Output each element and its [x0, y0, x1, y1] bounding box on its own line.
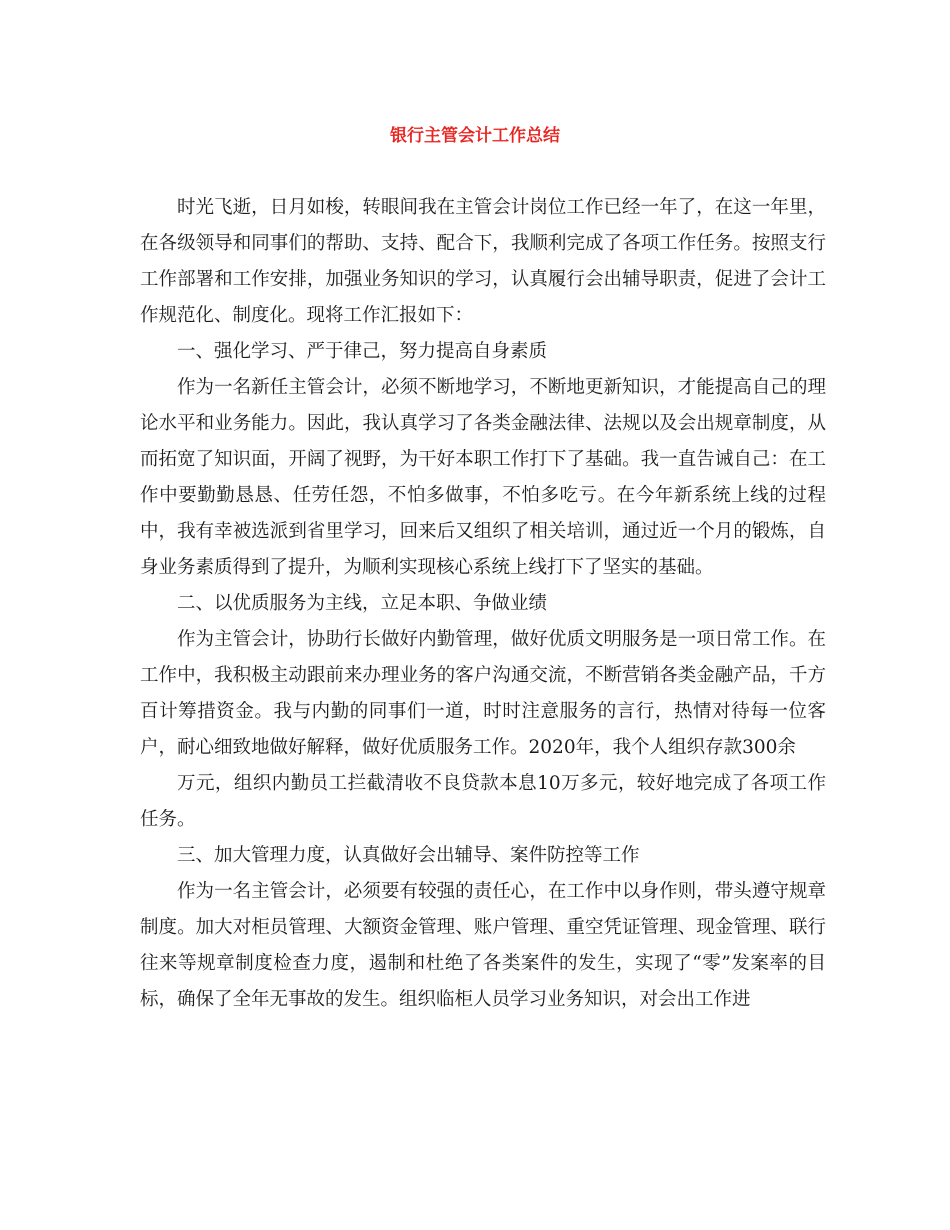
section-3-paragraph: 作为一名主管会计，必须要有较强的责任心，在工作中以身作则，带头遵守规章制度。加大对柜员管理、大额资金管理、账户管理、重空凭证管理、现金管理、联行往来等规章制度检查力度，遏制和杜绝了各类案件的发生，实现了“零”发案率的目标，确保了全年无事故的发生。组织临柜人员学习业务知识，对会出工作进: [140, 881, 826, 1010]
section-2-paragraph-continued: 万元，组织内勤员工拦截清收不良贷款本息10万多元，较好地完成了各项工作任务。: [140, 773, 826, 830]
section-heading-3: 三、加大管理力度，认真做好会出辅导、案件防控等工作: [177, 845, 640, 866]
section-heading-1: 一、强化学习、严于律己，努力提高自身素质: [177, 341, 548, 362]
document-body: [140, 190, 826, 1018]
intro-paragraph: 时光飞逝，日月如梭，转眼间我在主管会计岗位工作已经一年了，在这一年里，在各级领导和同事们的帮助、支持、配合下，我顺利完成了各项工作任务。按照支行工作部署和工作安排，加强业务知识的学习，认真履行会出辅导职责，促进了会计工作规范化、制度化。现将工作汇报如下：: [140, 197, 826, 326]
section-heading-2: 二、以优质服务为主线，立足本职、争做业绩: [177, 593, 548, 614]
section-2-paragraph: 作为主管会计，协助行长做好内勤管理，做好优质文明服务是一项日常工作。在工作中，我积极主动跟前来办理业务的客户沟通交流，不断营销各类金融产品，千方百计筹措资金。我与内勤的同事们一道，时时注意服务的言行，热情对待每一位客户，耐心细致地做好解释，做好优质服务工作。2020年，我个人组织存款300余: [140, 629, 826, 758]
document-title: 银行主管会计工作总结: [390, 126, 560, 146]
section-1-paragraph: 作为一名新任主管会计，必须不断地学习，不断地更新知识，才能提高自己的理论水平和业务能力。因此，我认真学习了各类金融法律、法规以及会出规章制度，从而拓宽了知识面，开阔了视野，为干好本职工作打下了基础。我一直告诫自己：在工作中要勤勤恳恳、任劳任怨，不怕多做事，不怕多吃亏。在今年新系统上线的过程中，我有幸被选派到省里学习，回来后又组织了相关培训，通过近一个月的锻炼，自身业务素质得到了提升，为顺利实现核心系统上线打下了坚实的基础。: [140, 377, 826, 578]
